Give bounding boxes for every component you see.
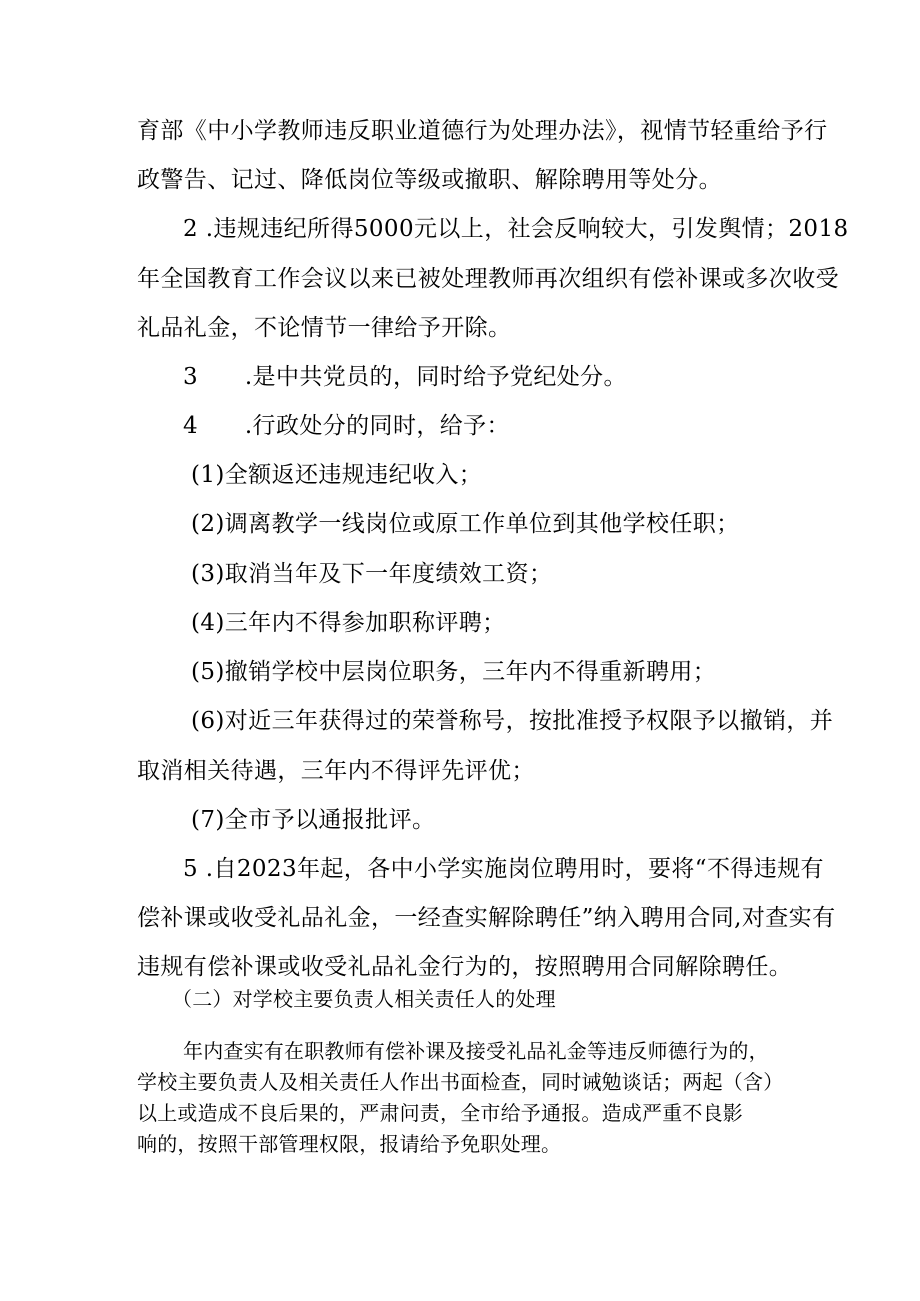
text-line: 2 .违规违纪所得5000元以上，社会反响较大，引发舆情；2018 xyxy=(183,216,849,242)
text-line: 以上或造成不良后果的，严肃问责，全市给予通报。造成严重不良影 xyxy=(137,1101,743,1125)
text-line: 年内查实有在职教师有偿补课及接受礼品礼金等违反师德行为的， xyxy=(183,1039,769,1063)
text-line: 响的，按照干部管理权限，报请给予免职处理。 xyxy=(137,1132,562,1156)
text-line: 5 .自2023年起，各中小学实施岗位聘用时，要将“不得违规有 xyxy=(183,856,824,882)
section-heading: （二）对学校主要负责人相关责任人的处理 xyxy=(172,987,556,1011)
list-item: (1)全额返还违规违纪收入； xyxy=(191,462,483,488)
text-line: 3 .是中共党员的，同时给予党纪处分。 xyxy=(183,364,627,390)
text-line: 4 .行政处分的同时，给予： xyxy=(183,413,510,439)
text-line: 育部《中小学教师违反职业道德行为处理办法》，视情节轻重给予行 xyxy=(137,118,828,144)
text-line: 政警告、记过、降低岗位等级或撤职、解除聘用等处分。 xyxy=(137,167,722,193)
list-item: (6)对近三年获得过的荣誉称号，按批准授予权限予以撤销，并 xyxy=(191,708,834,734)
text-line: 偿补课或收受礼品礼金，一经查实解除聘任”纳入聘用合同,对查实有 xyxy=(137,905,836,931)
text-line: 年全国教育工作会议以来已被处理教师再次组织有偿补课或多次收受 xyxy=(137,266,839,292)
list-item: (4)三年内不得参加职称评聘； xyxy=(191,610,506,636)
text-line: 礼品礼金，不论情节一律给予开除。 xyxy=(137,315,512,341)
list-item: (5)撤销学校中层岗位职务，三年内不得重新聘用； xyxy=(191,659,717,685)
list-item: (2)调离教学一线岗位或原工作单位到其他学校任职； xyxy=(191,511,740,537)
text-line: 违规有偿补课或收受礼品礼金行为的，按照聘用合同解除聘任。 xyxy=(137,954,793,980)
list-item: (7)全市予以通报批评。 xyxy=(191,807,436,833)
text-line: 学校主要负责人及相关责任人作出书面检查，同时诫勉谈话；两起（含） xyxy=(137,1070,784,1094)
list-item: (3)取消当年及下一年度绩效工资； xyxy=(191,561,553,587)
text-line: 取消相关待遇，三年内不得评先评优； xyxy=(137,758,535,784)
